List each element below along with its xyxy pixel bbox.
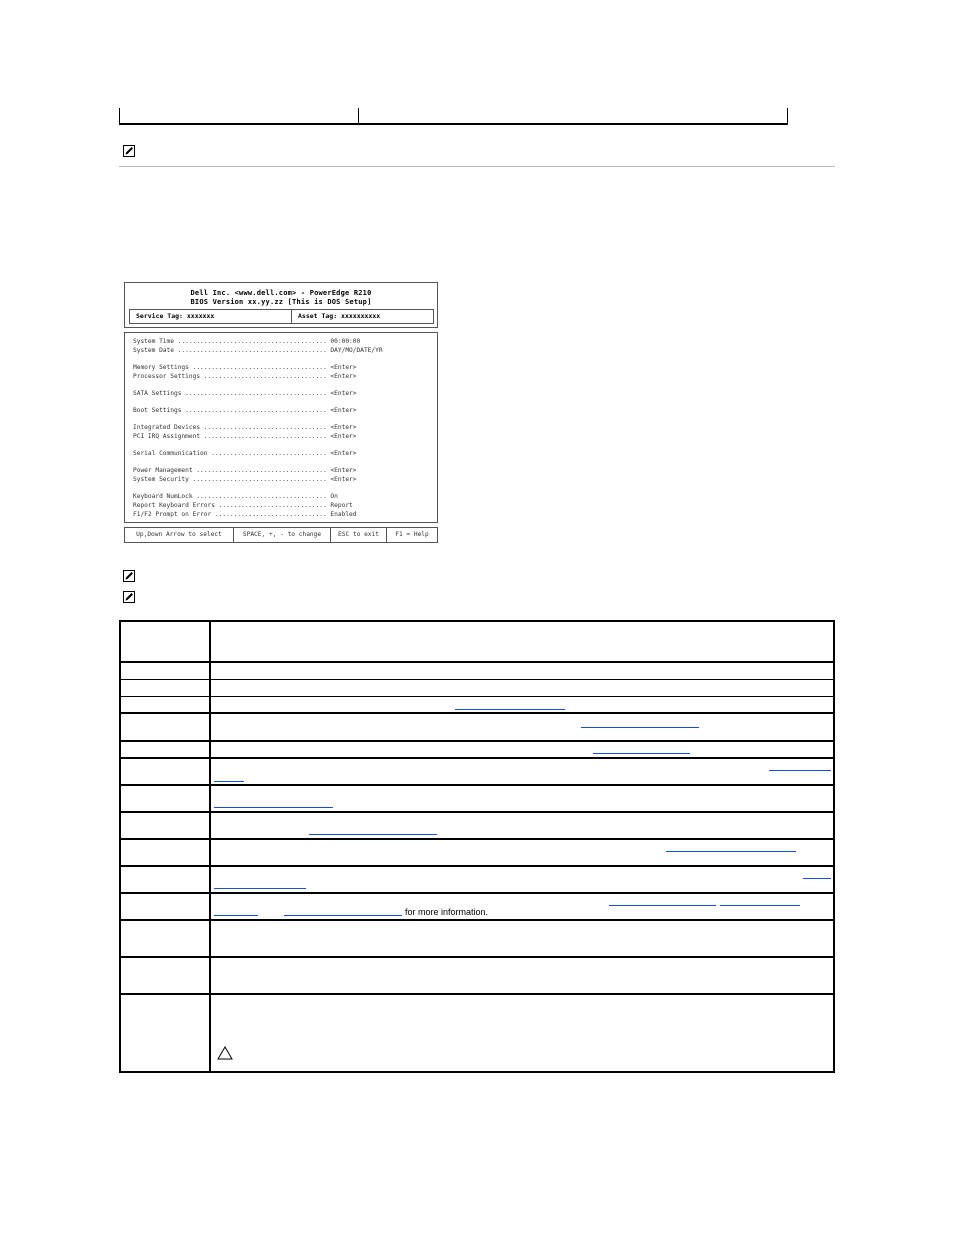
bios-item-keyboard-numlock: Keyboard NumLock ................................... On (133, 493, 338, 500)
bios-help-f1: F1 = Help (395, 531, 429, 538)
section-divider (119, 166, 835, 167)
setup-options-table (119, 620, 835, 1073)
more-info-text: for more information. (405, 907, 489, 917)
table-row-divider (121, 865, 833, 867)
cross-reference-link[interactable] (214, 888, 306, 889)
bios-tag-row (129, 309, 434, 324)
bios-item-integrated-devices: Integrated Devices ................................. <Enter> (133, 424, 357, 431)
cross-reference-link[interactable] (455, 709, 565, 710)
table-row-divider (121, 784, 833, 786)
cross-reference-link[interactable] (720, 905, 800, 906)
cross-reference-link[interactable] (803, 878, 831, 879)
table-row-divider (121, 811, 833, 813)
bios-item-system-security: System Security .................................... <Enter> (133, 476, 357, 483)
bios-header-panel (124, 282, 438, 328)
table-row-divider (121, 740, 833, 742)
caution-icon (217, 1045, 233, 1059)
bios-item-power-management: Power Management ................................... <Enter> (133, 467, 357, 474)
table-row-divider (121, 712, 833, 714)
bios-item-boot-settings: Boot Settings ...................................... <Enter> (133, 407, 357, 414)
table-row-divider (121, 892, 833, 894)
bios-item-processor-settings: Processor Settings ................................. <Enter> (133, 373, 357, 380)
bios-help-change: SPACE, +, - to change (234, 528, 331, 542)
table-row-divider (121, 661, 833, 663)
table-row-divider (121, 993, 833, 995)
cross-reference-link[interactable] (769, 770, 831, 771)
cross-reference-link[interactable] (214, 915, 258, 916)
cross-reference-link[interactable] (609, 905, 716, 906)
cross-reference-link[interactable] (593, 753, 690, 754)
cross-reference-link[interactable] (581, 727, 699, 728)
note-icon (123, 591, 135, 603)
table-row-divider (121, 838, 833, 840)
bios-item-report-keyboard-errors: Report Keyboard Errors ............................. Report (133, 502, 353, 509)
asset-tag: Asset Tag: xxxxxxxxxx (298, 312, 381, 320)
bios-setup-screen-figure (124, 282, 438, 543)
table-row-divider (121, 956, 833, 958)
bios-item-serial-communication: Serial Communication ............................... <Enter> (133, 450, 357, 457)
bios-item-system-date: System Date ........................................ DAY/MO/DATE/YR (133, 347, 383, 354)
cross-reference-link[interactable] (666, 851, 796, 852)
bios-item-sata-settings: SATA Settings ...................................... <Enter> (133, 390, 357, 397)
bios-help-bar (124, 527, 438, 543)
cross-reference-link[interactable] (214, 807, 333, 808)
bios-title-line: Dell Inc. <www.dell.com> - PowerEdge R210 (190, 289, 372, 297)
table-column-divider (209, 622, 211, 1071)
bios-item-system-time: System Time ........................................ 00:00:00 (133, 338, 361, 345)
top-table-fragment (119, 108, 788, 125)
cross-reference-link[interactable] (214, 781, 244, 782)
note-icon (123, 145, 135, 157)
cross-reference-link[interactable] (309, 834, 437, 835)
bios-help-navigate: Up,Down Arrow to select (125, 528, 234, 542)
bios-help-exit: ESC to exit (331, 528, 387, 542)
bios-version-line: BIOS Version xx.yy.zz [This is DOS Setup] (190, 298, 372, 306)
bios-item-pci-irq: PCI IRQ Assignment ................................. <Enter> (133, 433, 357, 440)
table-row-divider (121, 757, 833, 759)
table-column-divider (358, 108, 359, 123)
table-row-divider (121, 919, 833, 921)
table-row-divider (121, 696, 833, 697)
note-icon (123, 570, 135, 582)
bios-item-f1f2-prompt: F1/F2 Prompt on Error .............................. Enabled (133, 511, 357, 518)
service-tag: Service Tag: xxxxxxx (130, 310, 292, 323)
cross-reference-link[interactable] (284, 915, 402, 916)
table-row-divider (121, 679, 833, 680)
bios-menu-panel (124, 332, 438, 523)
bios-item-memory-settings: Memory Settings .................................... <Enter> (133, 364, 357, 371)
